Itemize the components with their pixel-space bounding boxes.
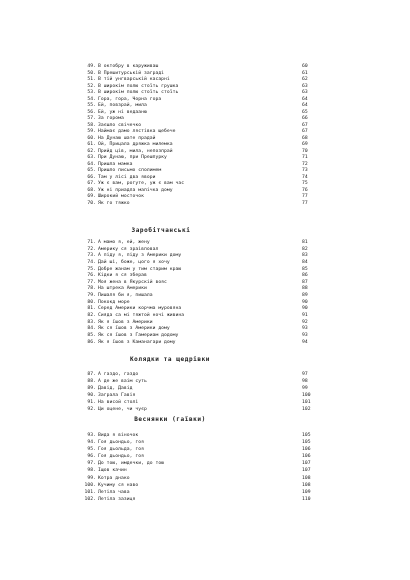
entry-page: 106	[302, 454, 311, 460]
entry-number: 82.	[87, 313, 96, 319]
entry-number: 87.	[87, 372, 96, 377]
toc-entry	[84, 378, 316, 385]
toc-entry	[84, 333, 316, 340]
entry-title: В октобру в каруживаш	[98, 64, 159, 69]
section-heading-koliadky: Колядки та щедрівки	[129, 356, 211, 363]
entry-page: 77	[302, 194, 308, 199]
entry-title: А газдо, газдо	[98, 372, 139, 377]
entry-number: 96.	[87, 454, 96, 460]
entry-number: 61.	[87, 142, 96, 147]
entry-page: 105	[302, 440, 311, 446]
entry-title: Кучиму ся наво	[98, 482, 139, 488]
entry-page: 100	[302, 393, 311, 399]
entry-page: 85	[302, 266, 308, 272]
entry-number: 100.	[84, 482, 96, 488]
toc-entry	[84, 496, 316, 503]
entry-page: 84	[302, 259, 308, 265]
entry-number: 59.	[87, 129, 96, 134]
entry-number: 60.	[87, 135, 96, 141]
entry-title: Іщов качин	[98, 468, 127, 474]
entry-page: 62	[302, 77, 308, 82]
entry-number: 57.	[87, 116, 96, 121]
entry-title: Гоя дьольда, гоя	[98, 447, 144, 453]
entry-page: 107	[302, 468, 311, 474]
entry-number: 77.	[87, 279, 96, 285]
entry-title: В широкім полю стоїть стоїть	[98, 90, 179, 95]
entry-number: 88.	[87, 379, 96, 385]
entry-page: 83	[302, 253, 308, 259]
entry-title: Як го тяжко	[98, 200, 130, 206]
entry-number: 76.	[87, 273, 96, 279]
toc-entry	[84, 460, 316, 467]
entry-title: Ци оцене, чи чуєр	[98, 407, 147, 413]
entry-title: При Дунаю, при Прешпурку	[98, 155, 167, 160]
entry-page: 89	[302, 293, 308, 299]
entry-title: Летіла чава	[98, 489, 130, 495]
entry-title: На штрека Америки	[98, 286, 147, 292]
entry-number: 64.	[87, 161, 96, 167]
entry-number: 97.	[87, 461, 96, 467]
entry-title: Як ся їшов з Гамериам додому	[98, 332, 179, 338]
entry-page: 72	[302, 161, 308, 167]
entry-number: 102.	[84, 496, 96, 502]
entry-page: 81	[302, 240, 308, 245]
entry-title: Як я їшов з Америки	[98, 319, 153, 325]
entry-title: Як ся їшов з Америки дому	[98, 326, 170, 332]
entry-number: 49.	[87, 64, 96, 69]
entry-title: На Дунаю шате прадай	[98, 135, 156, 141]
section-1	[84, 64, 316, 207]
toc-entry	[84, 253, 316, 260]
entry-title: Заграла Гавія	[98, 393, 136, 399]
entry-number: 55.	[87, 103, 96, 108]
entry-title: Наймає дамо лястівка щебече	[98, 129, 176, 134]
entry-number: 86.	[87, 339, 96, 345]
entry-number: 85.	[87, 332, 96, 338]
entry-page: 105	[302, 433, 311, 438]
entry-number: 93.	[87, 433, 96, 438]
entry-page: 75	[302, 181, 308, 186]
section-2	[84, 240, 316, 346]
entry-title: Гоя дьондьо, гоя	[98, 440, 144, 446]
entry-number: 81.	[87, 306, 96, 312]
entry-number: 89.	[87, 386, 96, 392]
entry-page: 93	[302, 326, 308, 332]
entry-number: 79.	[87, 293, 96, 299]
toc-entry	[84, 371, 316, 378]
entry-title: Пришло письмо сполимем	[98, 168, 162, 173]
entry-page: 64	[302, 103, 308, 108]
entry-title: В тій унгварській касарні	[98, 77, 170, 82]
section-4	[84, 432, 316, 503]
entry-page: 109	[302, 489, 311, 495]
entry-page: 68	[302, 135, 308, 141]
entry-title: А піду я, піду з Америки дому	[98, 253, 182, 259]
toc-entry	[84, 293, 316, 300]
entry-title: В Прешитурській заграді	[98, 70, 165, 76]
entry-title: А мамо я, ей, жену	[98, 240, 150, 245]
toc-entry	[84, 432, 316, 439]
entry-number: 67.	[87, 181, 96, 186]
toc-entry	[84, 489, 316, 496]
entry-number: 70.	[87, 200, 96, 206]
entry-title: Ой, Прицала дряжка милемка	[98, 142, 173, 147]
entry-page: 108	[302, 482, 311, 488]
entry-title: Серед Америки корчма муровяна	[98, 306, 182, 312]
entry-title: Широкий мосточок	[98, 194, 144, 199]
entry-page: 77	[302, 200, 308, 206]
entry-number: 50.	[87, 70, 96, 76]
entry-number: 83.	[87, 319, 96, 325]
entry-number: 84.	[87, 326, 96, 332]
entry-number: 74.	[87, 259, 96, 265]
entry-page: 107	[302, 461, 311, 467]
entry-title: Вида я віночок	[98, 433, 139, 438]
entry-page: 82	[302, 246, 308, 252]
entry-number: 52.	[87, 83, 96, 89]
entry-page: 110	[302, 496, 311, 502]
entry-title: Кідки я ся зберав	[98, 273, 147, 279]
entry-title: Ей, повзрай, мила	[98, 103, 147, 108]
entry-number: 63.	[87, 155, 96, 160]
entry-number: 78.	[87, 286, 96, 292]
entry-number: 69.	[87, 194, 96, 199]
entry-title: До тою, имдечки, до тою	[98, 461, 165, 467]
entry-page: 63	[302, 83, 308, 89]
entry-title: Пришла мамка	[98, 161, 133, 167]
entry-title: За горома	[98, 116, 124, 121]
entry-page: 70	[302, 148, 308, 154]
entry-number: 58.	[87, 122, 96, 128]
entry-title: Ей, уж ні ведааню	[98, 109, 147, 115]
toc-entry	[84, 439, 316, 446]
entry-page: 90	[302, 306, 308, 312]
entry-number: 95.	[87, 447, 96, 453]
entry-page: 64	[302, 96, 308, 102]
entry-page: 87	[302, 279, 308, 285]
entry-page: 92	[302, 319, 308, 325]
toc-entry	[84, 313, 316, 320]
entry-number: 94.	[87, 440, 96, 446]
entry-number: 99.	[87, 475, 96, 481]
entry-title: Пишаля би я, пишала	[98, 293, 153, 299]
entry-page: 98	[302, 379, 308, 385]
entry-number: 98.	[87, 468, 96, 474]
entry-page: 90	[302, 299, 308, 305]
section-heading-zarobitchanski: Заробітчанські	[131, 227, 191, 234]
entry-title: А де же ваім суть	[98, 379, 147, 385]
entry-page: 76	[302, 187, 308, 193]
entry-number: 62.	[87, 148, 96, 154]
entry-title: В широкім полю стоїть грушка	[98, 83, 179, 89]
toc-entry	[84, 201, 316, 208]
entry-number: 101.	[84, 489, 96, 495]
entry-title: На висой столі	[98, 400, 139, 406]
entry-number: 66.	[87, 174, 96, 180]
section-heading-vesnianky: Веснянки (гаївки)	[134, 416, 206, 423]
entry-title: Гоя дьондьо, гоя	[98, 454, 144, 460]
entry-number: 73.	[87, 253, 96, 259]
toc-entry	[84, 392, 316, 399]
entry-page: 91	[302, 313, 308, 319]
entry-title: Як я їшов з Каманагари дому	[98, 339, 176, 345]
toc-entry	[84, 340, 316, 347]
toc-entry	[84, 326, 316, 333]
toc-entry	[84, 453, 316, 460]
entry-page: 69	[302, 142, 308, 147]
entry-number: 80.	[87, 299, 96, 305]
entry-title: Летіла зазиця	[98, 496, 136, 502]
entry-title: Котра днако	[98, 475, 130, 481]
entry-page: 60	[302, 64, 308, 69]
entry-number: 75.	[87, 266, 96, 272]
entry-number: 92.	[87, 407, 96, 413]
entry-title: Гора, гора, Чорна гора	[98, 96, 162, 102]
entry-page: 71	[302, 155, 308, 160]
entry-number: 65.	[87, 168, 96, 173]
entry-number: 71.	[87, 240, 96, 245]
section-3	[84, 371, 316, 414]
entry-title: Давід, Давід	[98, 386, 133, 392]
entry-title: Прийд ців, мила, непозпрай	[98, 148, 173, 154]
entry-title: Сияда са мі тяжтой ночі живина	[98, 313, 185, 319]
entry-number: 54.	[87, 96, 96, 102]
entry-page: 66	[302, 116, 308, 121]
toc-entry	[84, 273, 316, 280]
entry-number: 56.	[87, 109, 96, 115]
toc-entry	[84, 260, 316, 267]
entry-number: 51.	[87, 77, 96, 82]
entry-number: 53.	[87, 90, 96, 95]
entry-title: Там у лісі два явори	[98, 174, 156, 180]
entry-title: Америку ся зраівповал	[98, 246, 159, 252]
toc-entry	[84, 240, 316, 247]
entry-number: 72.	[87, 246, 96, 252]
entry-page: 74	[302, 174, 308, 180]
toc-entry	[84, 406, 316, 413]
entry-page: 67	[302, 129, 308, 134]
toc-entry	[84, 446, 316, 453]
toc-entry	[84, 482, 316, 489]
entry-page: 102	[302, 407, 311, 413]
entry-page: 101	[302, 400, 311, 406]
toc-entry	[84, 475, 316, 482]
entry-page: 93	[302, 332, 308, 338]
entry-page: 94	[302, 339, 308, 345]
entry-number: 91.	[87, 400, 96, 406]
entry-page: 86	[302, 273, 308, 279]
toc-entry	[84, 385, 316, 392]
entry-title: Добре жанам у тим старим краю	[98, 266, 182, 272]
entry-page: 99	[302, 386, 308, 392]
entry-number: 68.	[87, 187, 96, 193]
entry-page: 63	[302, 90, 308, 95]
entry-page: 108	[302, 475, 311, 481]
entry-title: Моя жена в Якурскій вояс	[98, 279, 167, 285]
entry-page: 65	[302, 109, 308, 115]
entry-page: 73	[302, 168, 308, 173]
toc-entry	[84, 467, 316, 474]
entry-page: 67	[302, 122, 308, 128]
entry-title: Пококд море	[98, 299, 130, 305]
entry-title: Дай ші, боже, цого я хочу	[98, 259, 170, 265]
entry-page: 97	[302, 372, 308, 377]
entry-number: 90.	[87, 393, 96, 399]
entry-page: 88	[302, 286, 308, 292]
entry-title: Уж ні приадла мапічка дому	[98, 187, 173, 193]
entry-title: Уж є вам, рогуте, уж є вам час	[98, 181, 185, 186]
entry-page: 106	[302, 447, 311, 453]
entry-title: Заєшло свічечко	[98, 122, 142, 128]
toc-entry	[84, 399, 316, 406]
entry-page: 61	[302, 70, 308, 76]
